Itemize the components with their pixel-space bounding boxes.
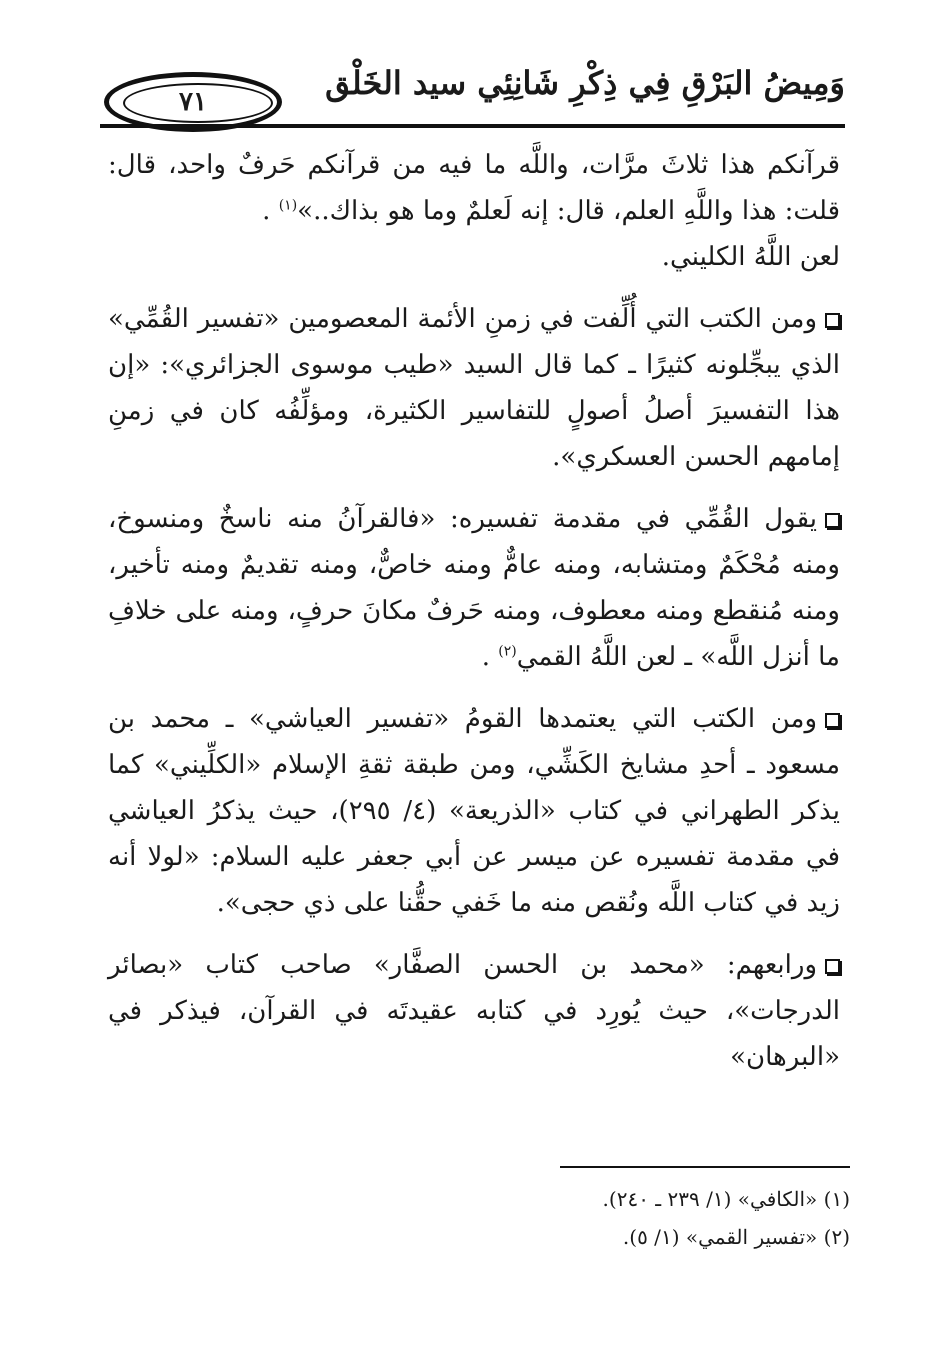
paragraph [108, 496, 840, 680]
paragraph-text: قرآنكم هذا ثلاثَ مرَّات، واللَّه ما فيه من قرآنكم حَرفٌ واحد، قال: قلت: هذا واللَّهِ العلم، قال: إنه لَعلمٌ وما هو بذاك..» [108, 150, 840, 226]
footnote: (٢) «تفسير القمي» (١/ ٥). [622, 1225, 850, 1249]
page-number: ٧١ [179, 87, 207, 117]
running-title: وَمِيضُ البَرْقِ فِي ذِكْرِ شَانِئِي سيد الخَلْق [325, 64, 845, 102]
body-text [108, 142, 840, 1080]
footnotes [500, 1180, 850, 1256]
page-header [100, 58, 845, 138]
paragraph-text: ومن الكتب التي يعتمدها القومُ «تفسير العياشي» ـ محمد بن مسعود ـ أحدِ مشايخ الكَشِّي، ومن طبقة ثقةِ الإسلام «الكلِّيني» كما يذكر الطهراني في كتاب «الذريعة» (٤/ ٢٩٥)، حيث يذكرُ العياشي في مقدمة تفسيره عن ميسر عن أبي جعفر عليه السلام: «لولا أنه زيد في كتاب اللَّه ونُقص منه ما خَفي حقُّنا على ذي حجى». [108, 704, 841, 918]
square-bullet-icon [825, 713, 840, 728]
paragraph-text: يقول القُمِّي في مقدمة تفسيره: «فالقرآنُ منه ناسخٌ ومنسوخ، ومنه مُحْكَمٌ ومتشابه، ومنه عامٌّ ومنه خاصٌّ، ومنه تقديمٌ ومنه تأخير، ومنه مُنقطع ومنه معطوف، ومنه حَرفٌ مكانَ حرفٍ، ومنه على خلافِ ما أنزل اللَّه» ـ لعن اللَّهُ القمي [108, 504, 840, 672]
paragraph [108, 696, 840, 926]
paragraph [108, 234, 840, 280]
footnote-ref: (٢) [498, 643, 517, 660]
paragraph-tail: . [481, 642, 490, 672]
square-bullet-icon [825, 959, 840, 974]
paragraph [108, 296, 840, 480]
square-bullet-icon [825, 313, 840, 328]
paragraph-text: ورابعهم: «محمد بن الحسن الصفَّار» صاحب كتاب «بصائر الدرجات»، حيث يُورِد في كتابه عقيدتَه في القرآن، فيذكر في «البرهان» [108, 950, 840, 1072]
square-bullet-icon [825, 513, 840, 528]
page-number-frame [104, 72, 282, 132]
footnote-ref: (١) [278, 197, 298, 214]
header-rule [100, 124, 845, 128]
paragraph-text: ومن الكتب التي أُلِّفت في زمنِ الأئمة المعصومين «تفسير القُمِّي» الذي يبجِّلونه كثيرًا ـ كما قال السيد «طيب موسوى الجزائري»: «إن هذا التفسيرَ أصلُ أصولٍ للتفاسير الكثيرة، ومؤلِّفُه كان في زمنِ إمامهم الحسن العسكري». [108, 304, 840, 472]
paragraph [108, 142, 840, 234]
paragraph [108, 942, 840, 1080]
footnote-separator [560, 1166, 850, 1168]
paragraph-text: لعن اللَّهُ الكليني. [661, 242, 840, 272]
footnote: (١) «الكافي» (١/ ٢٣٩ ـ ٢٤٠). [602, 1187, 850, 1211]
paragraph-tail: . [262, 196, 271, 226]
